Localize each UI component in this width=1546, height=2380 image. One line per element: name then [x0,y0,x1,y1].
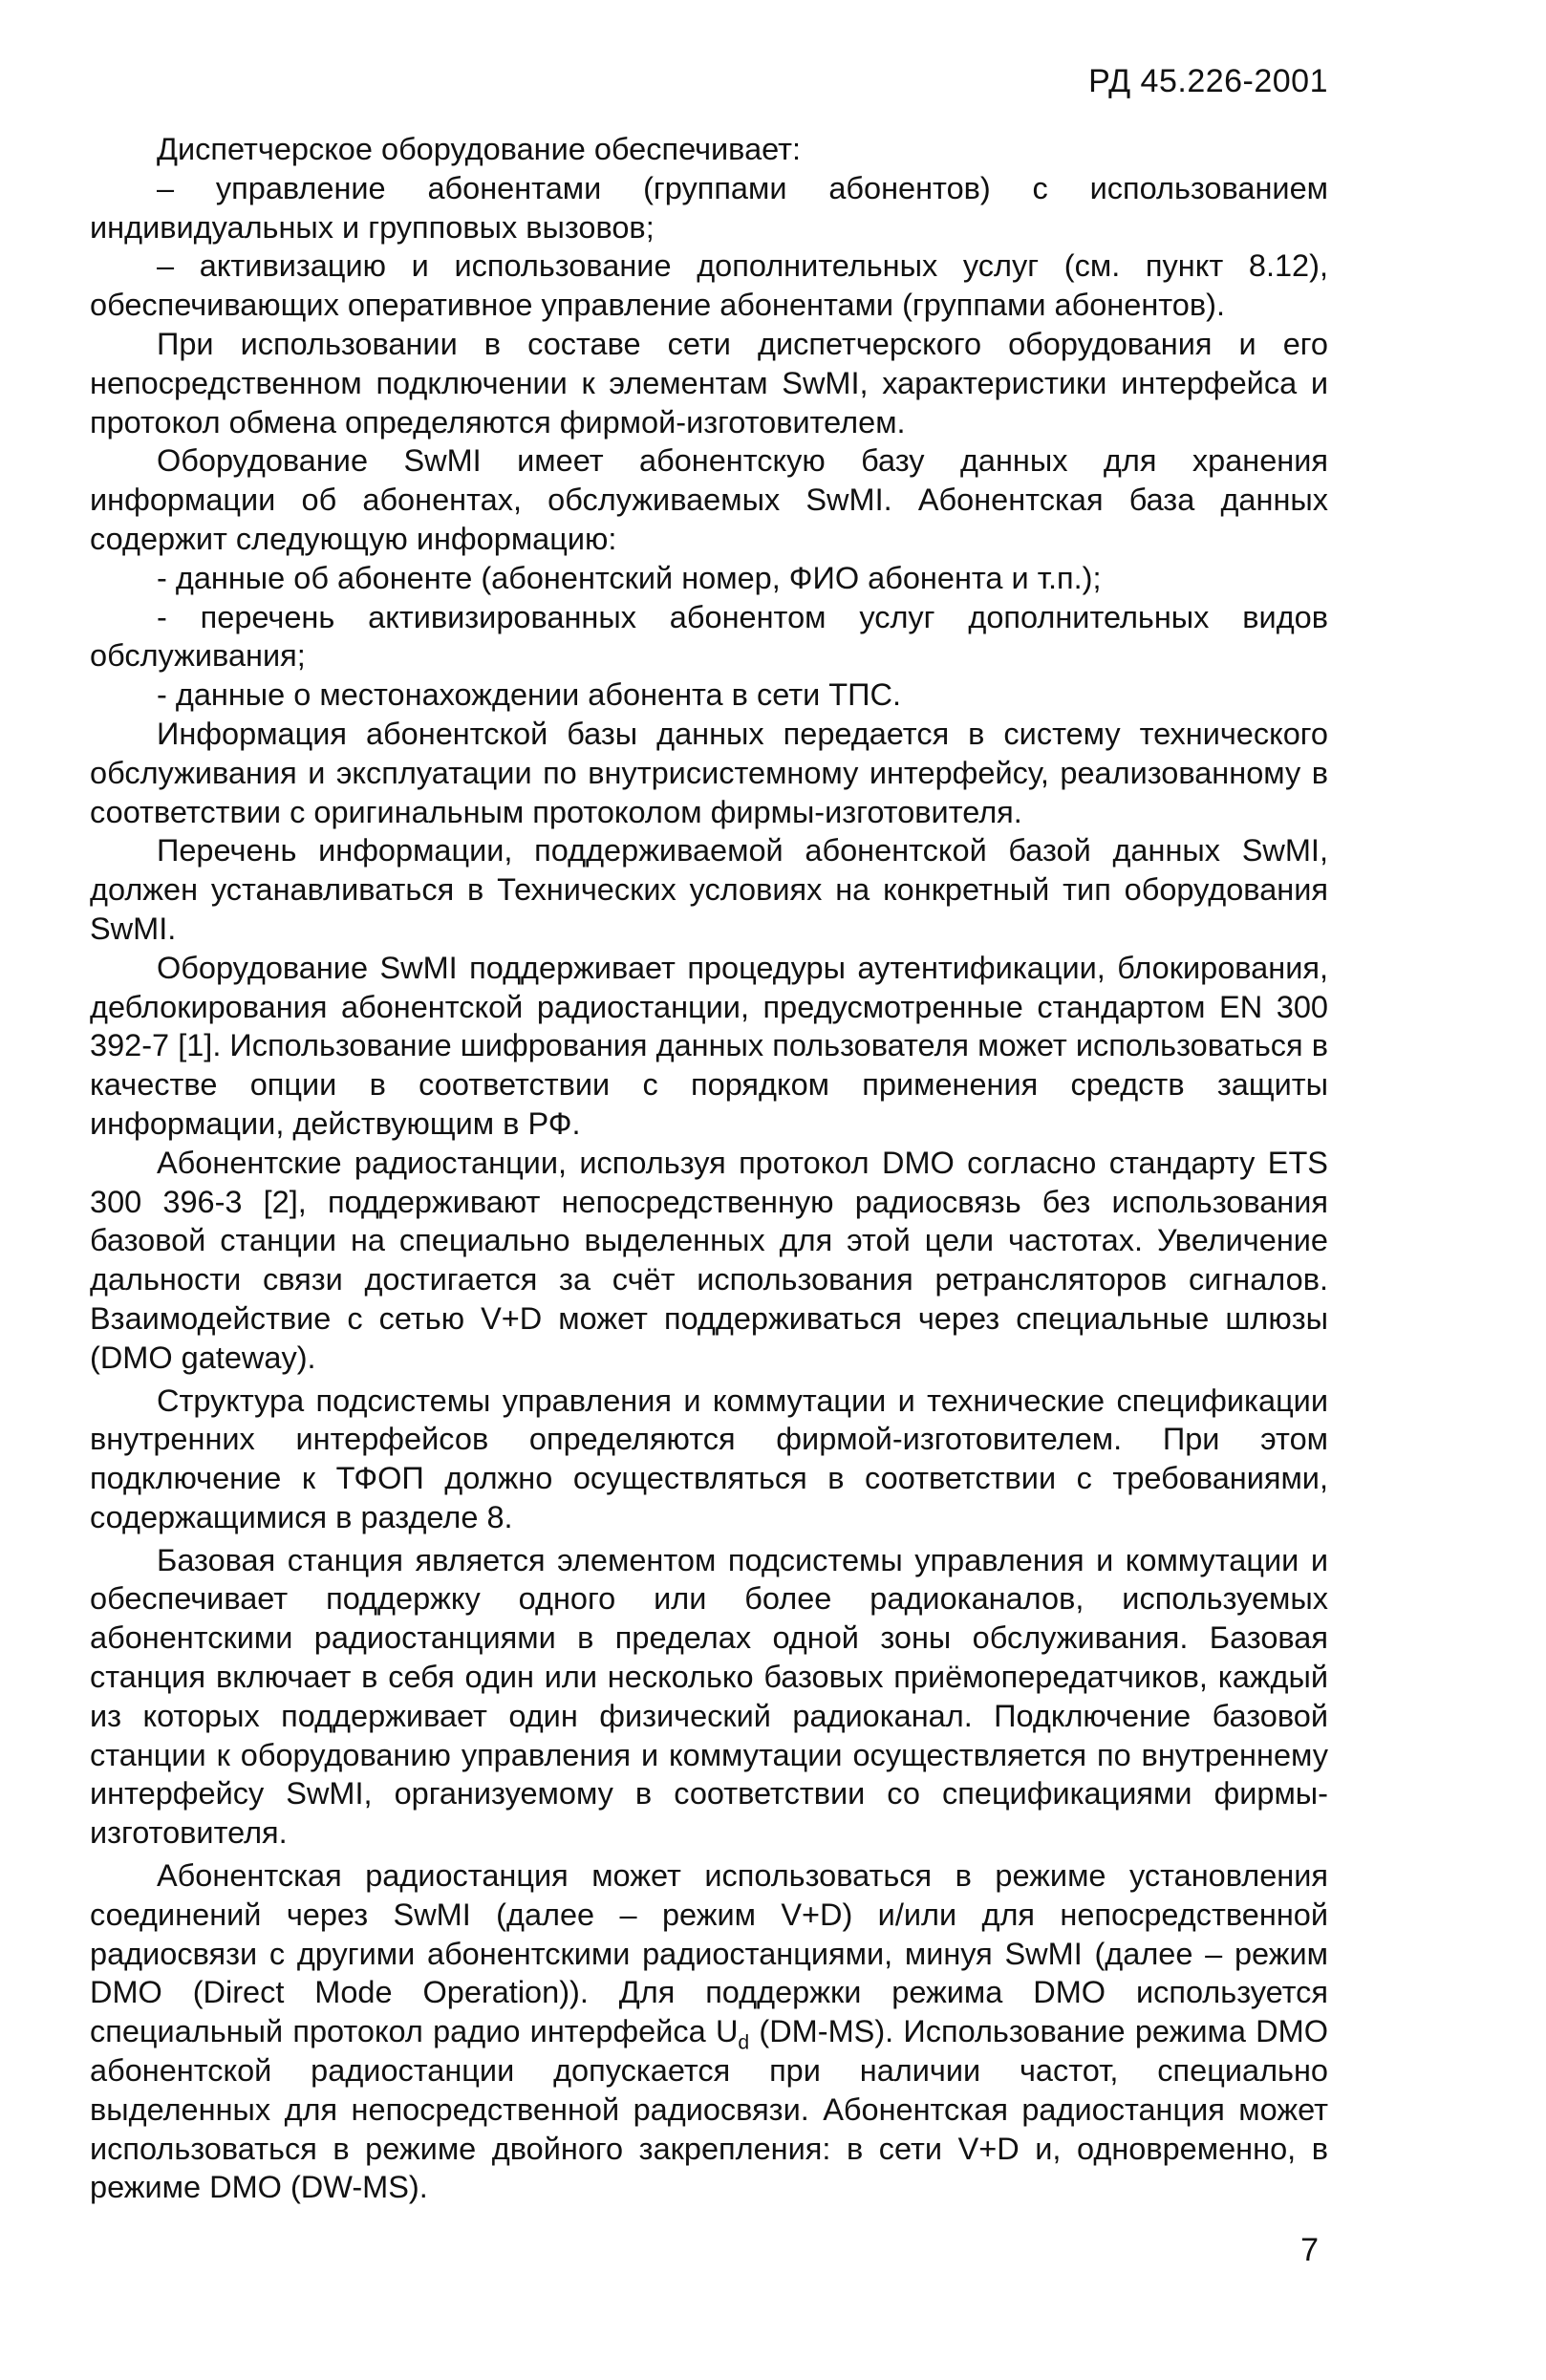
paragraph-text: (DM-MS). Использование режима DMO абонентской радиостанции допускается при наличии частот, специально выделенных для непосредственной радиосвязи. Абонентская радиостанция может использоваться в режиме двойного закрепления: в сети V+D и, одновременно, в режиме DMO (DW-MS). [90,2014,1328,2205]
paragraph-last [90,1856,1328,2207]
list-item: – активизацию и использование дополнительных услуг (см. пункт 8.12), обеспечивающих оперативное управление абонентами (группами абонентов). [90,248,1328,323]
subscript: d [738,2031,750,2054]
paragraph: Структура подсистемы управления и коммутации и технические спецификации внутренних интерфейсов определяются фирмой-изготовителем. При этом подключение к ТФОП должно осуществляться в соответствии с требованиями, содержащимися в разделе 8. [90,1383,1328,1534]
list-item: - данные об абоненте (абонентский номер, ФИО абонента и т.п.); [157,560,1102,595]
paragraph: Базовая станция является элементом подсистемы управления и коммутации и обеспечивает поддержку одного или более радиоканалов, используемых абонентскими радиостанциями в пределах одной зоны обслуживания. Базовая станция включает в себя один или несколько базовых приёмопередатчиков, каждый из которых поддерживает один физический радиоканал. Подключение базовой станции к оборудованию управления и коммутации осуществляется по внутреннему интерфейсу SwMI, организуемому в соответствии со спецификациями фирмы-изготовителя. [90,1542,1328,1851]
paragraph: Оборудование SwMI имеет абонентскую базу данных для хранения информации об абонентах, обслуживаемых SwMI. Абонентская база данных содержит следующую информацию: [90,443,1328,556]
paragraph: Информация абонентской базы данных передается в систему технического обслуживания и эксплуатации по внутрисистемному интерфейсу, реализованному в соответствии с оригинальным протоколом фирмы-изготовителя. [90,716,1328,829]
list-item: - данные о местонахождении абонента в сети ТПС. [157,677,901,713]
paragraph: Абонентские радиостанции, используя протокол DMO согласно стандарту ETS 300 396-3 [2], поддерживают непосредственную радиосвязь без использования базовой станции на специально выделенных для этой цели частотах. Увеличение дальности связи достигается за счёт использования ретрансляторов сигналов. Взаимодействие с сетью V+D может поддерживаться через специальные шлюзы (DMO gateway). [90,1145,1328,1375]
paragraph: Перечень информации, поддерживаемой абонентской базой данных SwMI, должен устанавливаться в Технических условиях на конкретный тип оборудования SwMI. [90,833,1328,946]
paragraph: При использовании в составе сети диспетчерского оборудования и его непосредственном подключении к элементам SwMI, характеристики интерфейса и протокол обмена определяются фирмой-изготовителем. [90,326,1328,440]
list-item: – управление абонентами (группами абонентов) с использованием индивидуальных и групповых вызовов; [90,170,1328,245]
paragraph: Диспетчерское оборудование обеспечивает: [157,132,802,166]
document-code: РД 45.226-2001 [1088,63,1328,99]
list-item: - перечень активизированных абонентом услуг дополнительных видов обслуживания; [90,599,1328,674]
paragraph: Оборудование SwMI поддерживает процедуры аутентификации, блокирования, деблокирования абонентской радиостанции, предусмотренные стандартом EN 300 392-7 [1]. Использование шифрования данных пользователя может использоваться в качестве опции в соответствии с порядком применения средств защиты информации, действующим в РФ. [90,950,1328,1141]
paragraph-text: Абонентская радиостанция может использоваться в режиме установления соединений через SwMI (далее – режим V+D) и/или для непосредственной радиосвязи с другими абонентскими радиостанциями, минуя SwMI (далее – режим DMO (Direct Mode Operation)). Для поддержки режима DMO используется специальный протокол радио интерфейса U [90,1858,1328,2049]
page-number: 7 [1300,2232,1319,2268]
body-text [90,130,1328,2207]
